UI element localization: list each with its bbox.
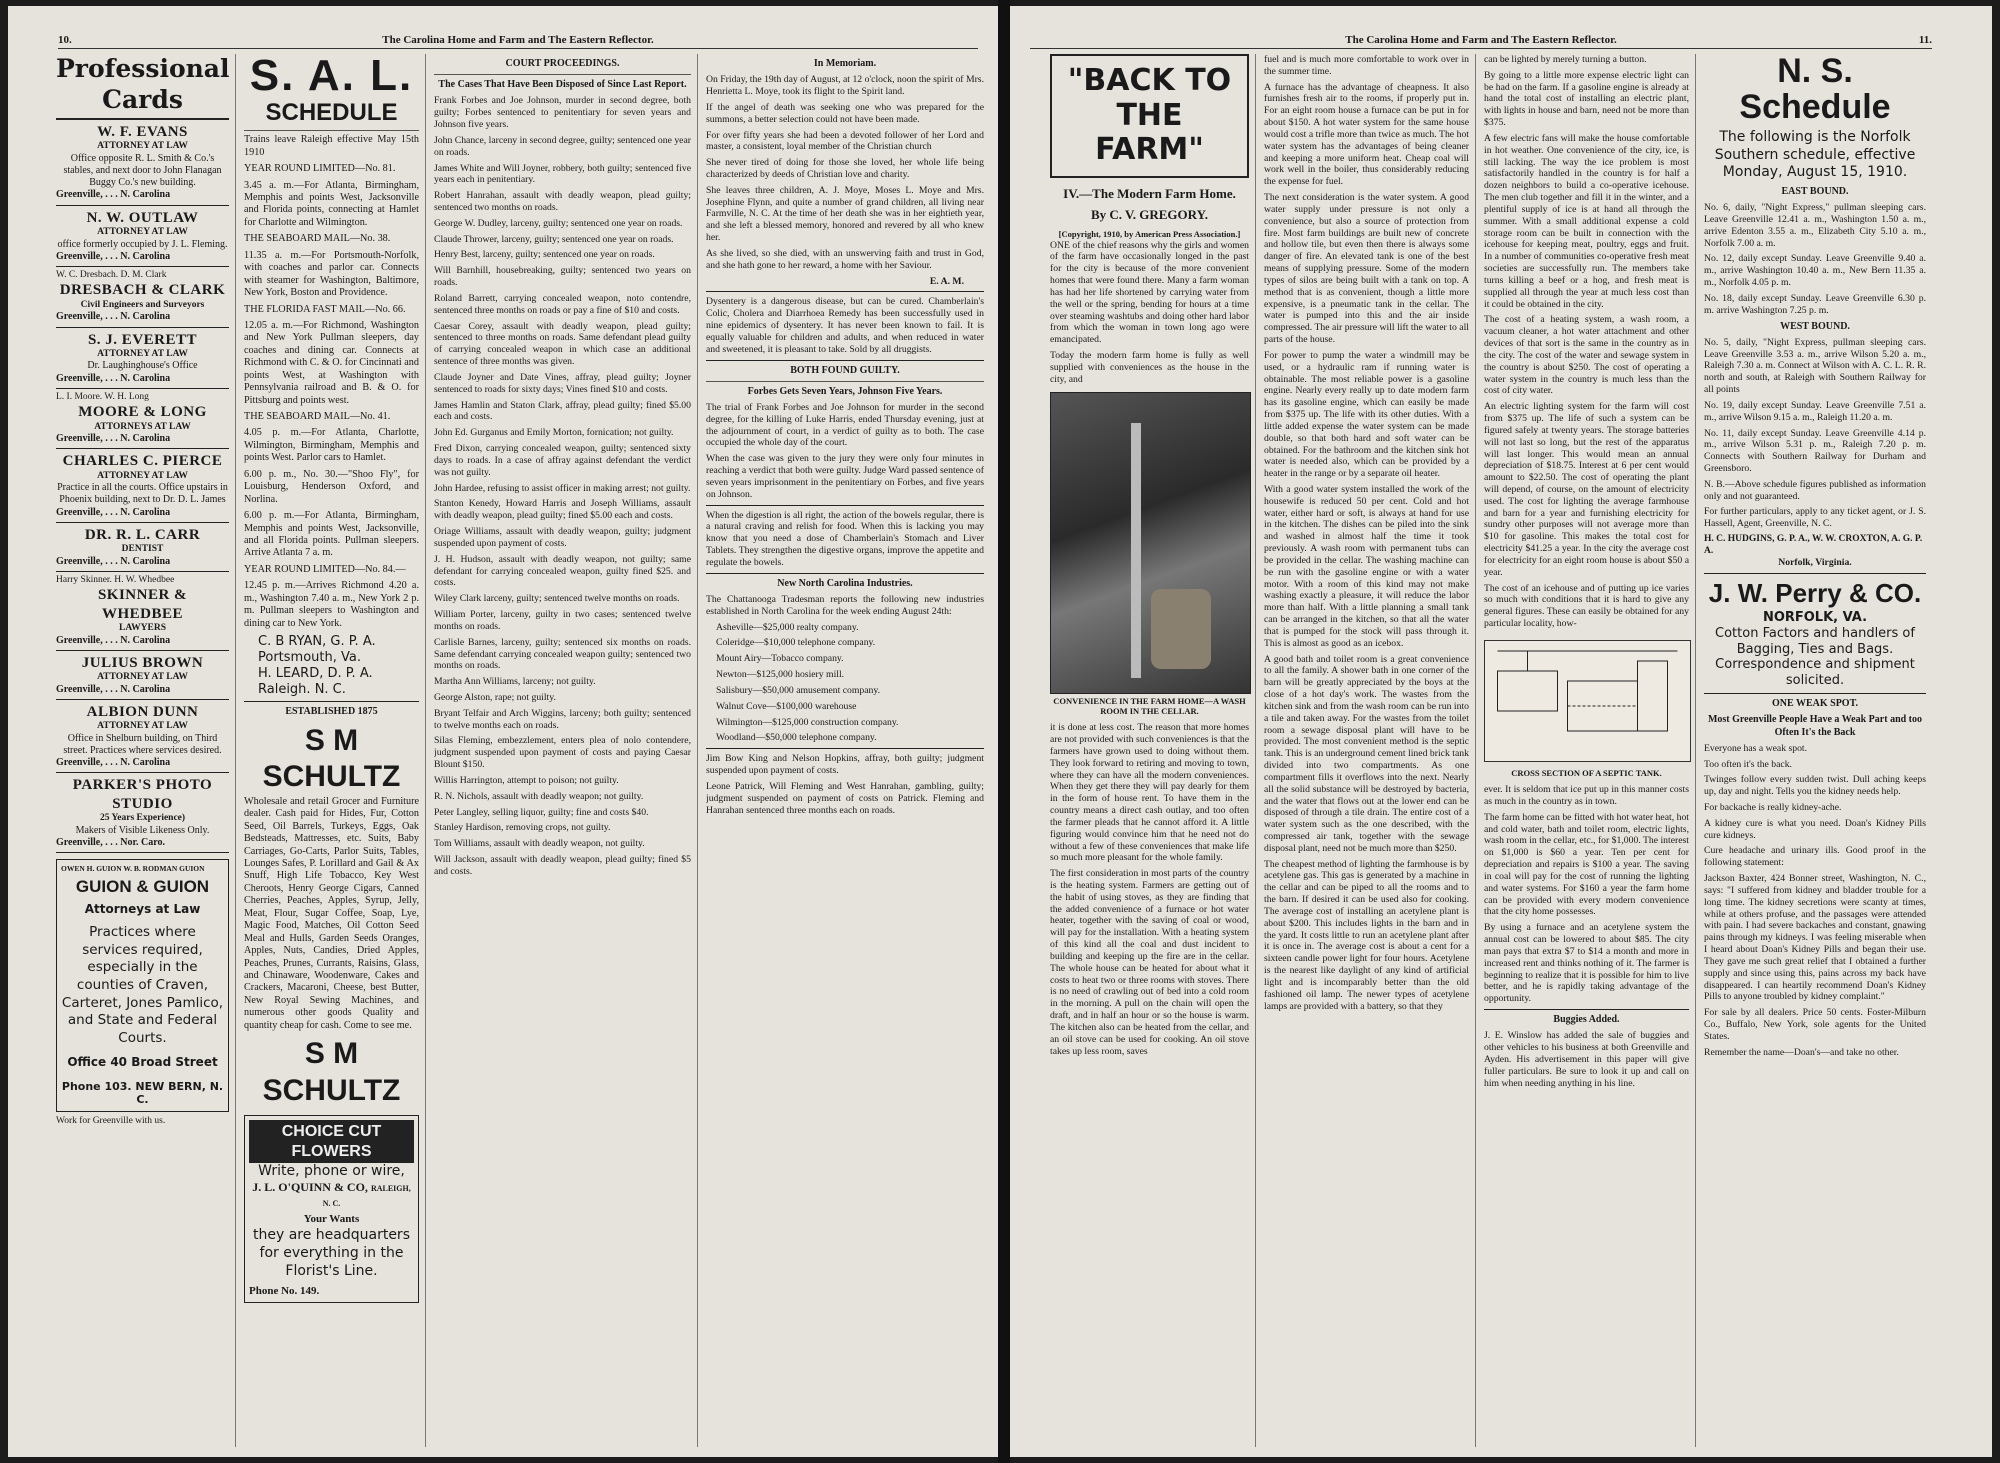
court-paragraphs <box>434 95 691 877</box>
ns-west-entries <box>1704 337 1926 475</box>
feature-paragraph: The cost of a heating system, a wash room, a vacuum cleaner, a hot water attachment and other devices of that sort is the same in the country as in the city. The cost of the water and sewage system in the country is about $250. The cost of operating a water system in the country is much less than the cost of city water. <box>1484 314 1689 397</box>
perry-solicit: Correspondence and shipment solicited. <box>1715 657 1915 689</box>
court-case: Silas Fleming, embezzlement, enters plea of nolo contendere, judgment suspended upon payment of costs and paying Caesar Blount $150. <box>434 735 691 771</box>
ns-west-entry: No. 11, daily except Sunday. Leave Greenville 4.14 p. m., arrive Wilson 5.31 p. m., Raleigh 7.20 p. m. Connects with Southern Railway for Durham and Greensboro. <box>1704 427 1926 474</box>
sal-intro: Trains leave Raleigh effective May 15th 1910 <box>244 134 419 158</box>
professional-cards-title: Professional Cards <box>56 54 229 120</box>
weak-spot-paragraph: Jackson Baxter, 424 Bonner street, Washington, N. C., says: "I suffered from kidney and bladder trouble for a long time. The kidney secretions were scanty at times, while at others profuse, and the passages were attended with pain. I had severe backaches and constant, gnawing pains through my kidneys. I was feeling miserable when I heard about Doan's Kidney Pills and began their use. They gave me such great relief that I obtained a further supply and since using this, pains across my back have disappeared. I can heartily recommend Doan's Kidney Pills to anyone troubled by kidney complaint." <box>1704 873 1926 1003</box>
guion-text: Practices where services required, especially in the counties of Craven, Carteret, Jones Pamlico, and State and Federal Courts. <box>61 924 224 1046</box>
guilty-title: BOTH FOUND GUILTY. <box>790 364 900 376</box>
cards-footer: Work for Greenville with us. <box>56 1115 166 1126</box>
court-case: Stanton Kenedy, Howard Harris and Joseph Williams, assault with deadly weapon, plead guilty; fined $5.00 each and costs. <box>434 498 691 522</box>
page-number: 10. <box>58 34 72 46</box>
card-name: DRESBACH & CLARK <box>59 282 226 299</box>
card-text: Office opposite R. L. Smith & Co.'s stables, and next door to John Flanagan Buggy Co.'s new building. <box>63 152 222 189</box>
feature-paragraph: fuel and is much more comfortable to work over in the summer time. <box>1264 54 1469 77</box>
card-text: Makers of Visible Likeness Only. <box>75 824 210 836</box>
card-partners: W. C. Dresbach. D. M. Clark <box>56 269 167 280</box>
guion-phone: Phone 103. NEW BERN, N. C. <box>61 1079 224 1107</box>
court-column <box>434 54 698 1447</box>
feature-paragraph: The first consideration in most parts of the country is the heating system. Farmers are getting out of the habit of using stoves, as they are finding that the added convenience of a furnace or hot water heater, together with the saving of coal or wood, will pay for the installation. With a heating system of this kind all the coal and dust incident to building and keeping up the fire are in the cellar. The whole house can be heated for about what it costs to heat two or three rooms with stoves. There is no need of crawling out of bed into a cold room in the morning. A pull on the chain will open the draft, and in half an hour or so the house is warm. The kitchen also can be heated from the cellar, and an oil stove can be used for cooking. An oil stove takes up less room, saves <box>1050 868 1249 1057</box>
column-3-paragraphs-b <box>1484 784 1689 1005</box>
card-name: S. J. EVERETT <box>87 331 198 348</box>
professional-card <box>56 267 229 328</box>
memoriam-column <box>706 54 990 1447</box>
page-gutter <box>998 0 1010 1463</box>
buggies-text: J. E. Winslow has added the sale of buggies and other vehicles to his business at both Greenville and Ayden. His advertisement in this paper will give fuller particulars. Be sure to look it up and call on him when needing anything in his line. <box>1484 1030 1689 1089</box>
page-number-right: 11. <box>1918 34 1932 46</box>
ns-further: For further particulars, apply to any ticket agent, or J. S. Hassell, Agent, Greenville, N. C. <box>1704 506 1926 530</box>
memoriam-paragraph: She leaves three children, A. J. Moye, Moses L. Moye and Mrs. Josephine Flynn, and quite a number of grand children, all living near Farmville, N. C. At the time of her death she was in her eightieth year, and she left a blessed memory, honored and revered by all who knew her. <box>706 184 984 244</box>
court-case: Carlisle Barnes, larceny, guilty; sentenced six months on roads. Same defendant carrying concealed weapon guilty; sentenced two months on roads. <box>434 636 691 672</box>
ns-east-entry: No. 18, daily except Sunday. Leave Greenville 6.30 p. m. arrive Washington 7.25 p. m. <box>1704 292 1926 316</box>
sal-agent-line: Raleigh. N. C. <box>258 681 346 697</box>
court-case: James White and Will Joyner, robbery, both guilty; sentenced five years each in penitentiary. <box>434 162 691 186</box>
schultz-text: Wholesale and retail Grocer and Furniture dealer. Cash paid for Hides, Fur, Cotton Seed, Oil Barrels, Turkeys, Eggs, Oak Bedsteads, Mattresses, etc. Suits, Baby Carriages, Go-Carts, Parlor Suits, Tables, Lounges Safes, P. Lorillard and Gail & Ax Snuff, High Life Tobacco, Key West Cheroots, Henry George Cigars, Canned Cherries, Peaches, Apples, Syrup, Jelly, Meat, Flour, Sugar Coffee, Soap, Lye, Magic Food, Matches, Oil Cotton Seed Meal and Hulls, Garden Seeds Oranges, Apples, Nuts, Candies, Dried Apples, Peaches, Prunes, Currants, Raisins, Glass, and Chinaware, Woodenware, Cakes and Crackers, Macaroni, Cheese, best Butter, New Royal Sewing Machines, and numerous other goods Quality and quantity cheap for cash. Come to see me. <box>244 795 419 1031</box>
feature-paragraph: The cheapest method of lighting the farmhouse is by acetylene gas. This gas is generated by a machine in the cellar and can be piped to all the rooms and to the barn. If desired it can be used also for cooking. The average cost of installing an acetylene plant is about $200. This includes lights in the barn and in the yard. It costs little to run an acetylene plant after it is once in. The average cost is about a cent for a sixteen candle power light for four hours. Acetylene is the nearest like daylight of any kind of artificial light and is incomparably better than the old fashioned oil lamp. The newer types of acetylene lamps are provided with a battery, so that they <box>1264 858 1469 1012</box>
industries-list <box>706 622 984 745</box>
card-city: Greenville, . . . N. Carolina <box>56 757 171 769</box>
feature-paragraphs-2 <box>1050 722 1249 1057</box>
guilty-paragraphs <box>706 402 984 501</box>
running-title-right: The Carolina Home and Farm and The Eastern Reflector. <box>1345 34 1617 46</box>
buggies-title: Buggies Added. <box>1553 1014 1620 1026</box>
card-role: ATTORNEY AT LAW <box>97 470 188 481</box>
card-role: DENTIST <box>121 544 164 555</box>
court-case: Tom Williams, assault with deadly weapon, not guilty. <box>434 838 645 850</box>
flowers-line2: Your Wants <box>303 1212 360 1225</box>
industries-title: New North Carolina Industries. <box>777 577 913 589</box>
professional-card <box>56 651 229 700</box>
ns-east-entry: No. 12, daily except Sunday. Leave Greenville 9.40 a. m., arrive Washington 10.40 a. m., New Bern 11.35 a. m., Norfolk 4.05 p. m. <box>1704 253 1926 289</box>
professional-card <box>56 773 229 853</box>
court-case: Robert Hanrahan, assault with deadly weapon, plead guilty; sentenced two months on roads. <box>434 190 691 213</box>
guion-firm: GUION & GUION <box>75 877 210 897</box>
diagram-caption: CROSS SECTION OF A SEPTIC TANK. <box>1511 767 1662 778</box>
flowers-phone: Phone No. 149. <box>249 1284 320 1297</box>
card-role: ATTORNEY AT LAW <box>97 226 188 237</box>
flowers-place: RALEIGH, N. C. <box>322 1184 411 1209</box>
court-case: R. N. Nichols, assault with deadly weapon; not guilty. <box>434 790 644 802</box>
court-case: Will Jackson, assault with deadly weapon, plead guilty; fined $5 and costs. <box>434 854 691 877</box>
court-case: John Chance, larceny in second degree, guilty; sentenced one year on roads. <box>434 134 691 158</box>
court-title: COURT PROCEEDINGS. <box>505 58 620 69</box>
schultz-name: S M SCHULTZ <box>262 723 401 794</box>
court-case: George W. Dudley, larceny, guilty; sentenced one year on roads. <box>434 217 683 229</box>
sal-entry: YEAR ROUND LIMITED—No. 84.— <box>244 563 406 575</box>
dysentery-ad: Dysentery is a dangerous disease, but can be cured. Chamberlain's Colic, Cholera and Diarrhoea Remedy has been successfully used in nine epidemics of dysentery. It has never been known to fail. It is equally valuable for children and adults, and when reduced in water and sweetened, it is pleasant to take. Sold by all druggists. <box>706 296 984 355</box>
card-text: office formerly occupied by J. L. Fleming. <box>57 238 228 250</box>
left-page <box>8 6 998 1457</box>
ns-west-entry: No. 19, daily except Sunday. Leave Greenville 7.51 a. m., arrive Wilson 9.15 a. m., Raleigh 11.20 a. m. <box>1704 399 1926 423</box>
feature-paragraph: By going to a little more expense electric light can be had on the farm. If a gasoline engine is already at hand the total cost of installing an electric plant, with lights in house and barn, need not be more than $375. <box>1484 69 1689 129</box>
court-case: Martha Ann Williams, larceny; not guilty. <box>434 676 596 688</box>
professional-card <box>56 700 229 773</box>
feature-paragraph: The farm home can be fitted with hot water heat, hot and cold water, bath and toilet room, electric lights, wash room in the cellar, etc., for $1,000. The interest on $1,000 is $60 a year. Ten per cent for depreciation and repairs is $100 a year. The saving in coal will pay for the cost of running the lighting and water systems. For $160 a year the farm home can be provided with every modern convenience that the city home possesses. <box>1484 811 1689 918</box>
perry-city: NORFOLK, VA. <box>1762 609 1868 625</box>
card-name: CHARLES C. PIERCE <box>62 453 223 470</box>
professional-card <box>56 328 229 389</box>
card-role: ATTORNEY AT LAW <box>97 348 188 359</box>
industries-intro: The Chattanooga Tradesman reports the following new industries established in North Carolina for the week ending August 24th: <box>706 593 984 617</box>
court-case: Roland Barrett, carrying concealed weapon, noto contendre, sentenced three months on roads or pay a fine of $10 and costs. <box>434 292 691 316</box>
weak-spot-paragraph: Too often it's the back. <box>1704 758 1792 770</box>
guilty-paragraph: The trial of Frank Forbes and Joe Johnson for murder in the second degree, for the killing of Luke Harris, ended Thursday evening, just at the adjournment of court, in a verdict of guilty as to both. The case occupied the whole day of the court. <box>706 401 984 449</box>
farm-column-1 <box>1050 54 1256 1447</box>
court-case: William Porter, larceny, guilty in two cases; sentenced twelve months on roads. <box>434 609 691 632</box>
industry-item: Coleridge—$10,000 telephone company. <box>716 637 876 649</box>
court-case: Jim Bow King and Nelson Hopkins, affray, both guilty; judgment suspended upon payment of costs. <box>706 753 984 777</box>
schultz-name-2: S M SCHULTZ <box>262 1037 401 1107</box>
running-head-right <box>1030 34 1932 49</box>
weak-spot-paragraph: For sale by all dealers. Price 50 cents. Foster-Milburn Co., Buffalo, New York, sole agents for the United States. <box>1704 1007 1926 1042</box>
feature-paragraph: With a good water system installed the work of the housewife is reduced 50 per cent. Cold and hot water, either hard or soft, is always at hand for use in the kitchen. The dishes can be piled into the sink and washed in almost half the time it took previously. A wash room with permanent tubs can be provided in the cellar. The washing machine can be run with the gasoline engine or with a water motor. With a room of this kind may not make washing exactly a pleasure, it will reduce the labor more than half. With a little planning a small tank can be arranged in the kitchen, so that all the water that is pumped for the stock will pass through it. This is almost as good as an icebox. <box>1264 483 1469 649</box>
sal-entry: 12.05 a. m.—For Richmond, Washington and New York Pullman sleepers, day coaches and dining car. Connects at Richmond with C. & O. for Cincinnati and points West, at Washington with Pennsylvania railroad and B. & O. for Pittsburg and points west. <box>244 319 419 406</box>
card-role: ATTORNEY AT LAW <box>97 721 188 732</box>
sal-entry: THE SEABOARD MAIL—No. 38. <box>244 233 391 245</box>
weak-spot-paragraph: Remember the name—Doan's—and take no other. <box>1704 1046 1899 1058</box>
card-name: DR. R. L. CARR <box>84 526 201 543</box>
digestion-ad: When the digestion is all right, the action of the bowels regular, there is a natural craving and relish for food. When this is lacking you may know that you need a dose of Chamberlain's Stomach and Liver Tablets. They strengthen the digestive organs, improve the appetite and regulate the bowels. <box>706 509 984 568</box>
card-name: JULIUS BROWN <box>81 654 204 671</box>
court-case: Claude Thrower, larceny, guilty; sentenced one year on roads. <box>434 233 674 245</box>
professional-card <box>56 120 229 206</box>
column-2-paragraphs <box>1264 54 1469 1012</box>
right-page <box>1010 6 1992 1457</box>
guion-names: OWEN H. GUION W. B. RODMAN GUION <box>61 863 205 873</box>
sal-entry: YEAR ROUND LIMITED—No. 81. <box>244 163 396 175</box>
hopkins-paragraphs <box>706 753 984 816</box>
feature-paragraph: ever. It is seldom that ice put up in this manner costs as much in the country as in town. <box>1484 784 1689 807</box>
memoriam-paragraph: If the angel of death was seeking one who was prepared for the summons, a better selection could not have been made. <box>706 101 984 125</box>
perry-text: Cotton Factors and handlers of Bagging, Ties and Bags. <box>1715 625 1915 657</box>
flowers-line3: they are headquarters for everything in the Florist's Line. <box>252 1227 410 1280</box>
flowers-title: CHOICE CUT FLOWERS <box>249 1120 414 1163</box>
ns-agents: H. C. HUDGINS, G. P. A., W. W. CROXTON, A. G. P. A. <box>1704 534 1923 556</box>
schultz-established: ESTABLISHED 1875 <box>285 706 378 718</box>
farm-column-3 <box>1484 54 1696 1447</box>
feature-copyright: [Copyright, 1910, by American Press Association.] <box>1058 229 1241 240</box>
ns-east-entries <box>1704 202 1926 316</box>
court-case: George Alston, rape; not guilty. <box>434 691 556 703</box>
ns-east-entry: No. 6, daily, "Night Express," pullman sleeping cars. Leave Greenville 12.41 a. m., Washington 1.50 a. m., arrive Edenton 3.55 a. m., Elizabeth City 5.10 a. m., Norfolk 7.00 a. m. <box>1704 202 1926 249</box>
feature-paragraph: ONE of the chief reasons why the girls and women of the farm have occasionally longed in the past for the city is because of the more convenient homes that were found there. Many a farm woman has had her life shortened by carrying water from the well or the spring, bending for hours at a time over steaming washtubs and doing other hard labor from which the woman in town long ago were emancipated. <box>1050 239 1249 346</box>
court-case: Peter Langley, selling liquor, guilty; fine and costs $40. <box>434 806 649 818</box>
sal-agent-line: C. B RYAN, G. P. A. <box>258 634 376 650</box>
feature-subtitle: IV.—The Modern Farm Home. <box>1063 185 1236 201</box>
court-case: Caesar Corey, assault with deadly weapon, plead guilty; sentenced to three months on roads. Same defendant plead guilty of carrying concealed weapon in which case an additional sentence of three months was given. <box>434 320 691 368</box>
feature-title: "BACK TO THE FARM" <box>1050 54 1249 178</box>
card-city: Greenville, . . . N. Carolina <box>56 555 171 567</box>
industry-item: Mount Airy—Tobacco company. <box>716 653 844 665</box>
sal-entry: THE FLORIDA FAST MAIL—No. 66. <box>244 303 406 315</box>
card-city: Greenville, . . . N. Carolina <box>56 189 171 201</box>
ns-west-entry: No. 5, daily, "Night Express, pullman sleeping cars. Leave Greenville 3.53 a. m., arrive Wilson 5.20 a. m., Raleigh 7.30 a. m. Connect at Wilson with A. C. L. R. R. north and south, at Raleigh with Southern Railway for all points <box>1704 336 1926 396</box>
industry-item: Wilmington—$125,000 construction company. <box>716 716 899 728</box>
card-text: Practice in all the courts. Office upstairs in Phoenix building, next to Dr. D. L. James <box>57 482 228 506</box>
flowers-line1: Write, phone or wire, <box>258 1163 405 1180</box>
court-case: John Ed. Gurganus and Emily Morton, fornication; not guilty. <box>434 427 674 439</box>
court-case: Fred Dixon, carrying concealed weapon, guilty; sentenced sixty days to roads. In a case of affray against defendant the verdict was not guilty. <box>434 443 691 478</box>
feature-paragraph: A few electric fans will make the house comfortable in hot weather. One convenience of the city, ice, is still lacking. The way the ice problem is most satisfactorily handled in the country is for half a dozen neighbors to build a co-operative icehouse. The men club together and fill it in the winter, and a plentiful supply of ice is at hand all through the summer. With a small additional expense a cold storage room can be built in connection with the icehouse for keeping meat, poultry, eggs and fruit. In a number of communities co-operative fresh meat societies are successfully run. The members take turns killing a beef or a hog, and fresh meat is supplied all through the year at much less cost than it could be obtained in the city. <box>1484 132 1689 310</box>
feature-byline: By C. V. GREGORY. <box>1090 207 1209 223</box>
court-case: Bryant Telfair and Arch Wiggins, larceny; both guilty; sentenced to twelve months each on roads. <box>434 707 691 731</box>
card-name: SKINNER & WHEDBEE <box>97 587 188 622</box>
weak-spot-paragraph: Twinges follow every sudden twist. Dull aching keeps up, day and night. Tells you the kidney needs help. <box>1704 774 1926 798</box>
sal-subtitle: SCHEDULE <box>265 99 398 126</box>
memoriam-paragraph: She never tired of doing for those she loved, her whole life being characterized by deeds of Christian love and charity. <box>706 157 984 180</box>
court-case: Oriage Williams, assault with deadly weapon, guilty; judgment suspended upon payment of costs. <box>434 526 691 549</box>
ns-city: Norfolk, Virginia. <box>1778 557 1852 569</box>
industry-item: Asheville—$25,000 realty company. <box>716 621 859 633</box>
ns-note: N. B.—Above schedule figures published as information only and not guaranteed. <box>1704 478 1926 502</box>
guion-role: Attorneys at Law <box>84 901 201 916</box>
guilty-subtitle: Forbes Gets Seven Years, Johnson Five Years. <box>747 385 943 397</box>
weak-subtitle: Most Greenville People Have a Weak Part and too Often It's the Back <box>1707 714 1923 738</box>
sal-agents <box>244 634 419 697</box>
memoriam-title: In Memoriam. <box>813 58 877 69</box>
professional-cards-column <box>56 54 236 1447</box>
feature-paragraph: The cost of an icehouse and of putting up ice varies so much with conditions that it is hard to give any general figures. These can easily be obtained for any particular locality, how- <box>1484 582 1689 630</box>
court-case: Will Barnhill, housebreaking, guilty; sentenced two years on roads. <box>434 265 691 289</box>
industry-item: Salisbury—$50,000 amusement company. <box>716 684 881 696</box>
feature-paragraph: Today the modern farm home is fully as well supplied with conveniences as the house in the city, and <box>1050 350 1249 385</box>
court-case: J. H. Hudson, assault with deadly weapon, not guilty; same defendant for carrying concealed weapon, guilty fined $25. and costs. <box>434 553 691 589</box>
card-role: Civil Engineers and Surveyors <box>80 299 205 310</box>
professional-card <box>56 449 229 522</box>
card-name: N. W. OUTLAW <box>86 209 199 226</box>
feature-paragraph: A good bath and toilet room is a great convenience to all the family. A shower bath in one corner of the barn will be greatly appreciated by the boys at the close of a hot day's work. The wastes from the kitchen sink and from the wash room can be run into a tile and taken away. For the wastes from the toilet room a sewage disposal plant will have to be provided. The most convenient method is the septic tank. This is an underground cement lined brick tank divided into two compartments. As one compartment fills it overflows into the next. Nearly all the solid substance will be destroyed by bacteria, and the water that flows out at the lower end can be disposed of through a tile drain. The entire cost of a water system such as the one described, with the compressed air tank, together with the sewage disposal plant, need not be much more than $250. <box>1264 653 1469 854</box>
ns-title: N. S. Schedule <box>1739 54 1891 126</box>
weak-title: ONE WEAK SPOT. <box>1771 698 1859 710</box>
card-city: Greenville, . . . N. Carolina <box>56 634 171 646</box>
professional-card <box>56 206 229 267</box>
sal-entry: 12.45 p. m.—Arrives Richmond 4.20 a. m., Washington 7.40 a. m., New York 2 p. m. Pullman sleepers to Washington and dining car to New York. <box>244 580 419 629</box>
card-city: Greenville, . . . N. Carolina <box>56 250 171 262</box>
court-case: Wiley Clark larceny, guilty; sentenced twelve months on roads. <box>434 593 680 605</box>
sal-entry: 11.35 a. m.—For Portsmouth-Norfolk, with coaches and parlor car. Connects with steamer for Washington, Baltimore, New York, Boston and Providence. <box>244 249 419 299</box>
photo-caption: CONVENIENCE IN THE FARM HOME—A WASH ROOM IN THE CELLAR. <box>1053 695 1246 716</box>
memoriam-signature: E. A. M. <box>929 275 964 287</box>
court-case: Frank Forbes and Joe Johnson, murder in second degree, both guilty; Forbes sentenced to penitentiary for seven years and Johnson five years. <box>434 95 691 131</box>
card-city: Greenville, . . . N. Carolina <box>56 372 171 384</box>
memoriam-paragraph: As she lived, so she died, with an unswerving faith and trust in God, and she hath gone to her reward, a home with her Saviour. <box>706 247 984 271</box>
sal-column <box>244 54 426 1447</box>
column-3-paragraphs <box>1484 54 1689 630</box>
ns-column <box>1704 54 1932 1447</box>
professional-card <box>56 523 229 572</box>
weak-spot-paragraph: Everyone has a weak spot. <box>1704 742 1808 754</box>
cards-list <box>56 120 229 853</box>
card-city: Greenville, . . . N. Carolina <box>56 683 171 695</box>
court-subtitle: The Cases That Have Been Disposed of Since Last Report. <box>438 79 687 91</box>
card-text: Office in Shelburn building, on Third street. Practices where services desired. <box>63 732 222 756</box>
sal-entry: 6.00 p. m.—For Atlanta, Birmingham, Memphis and points West, Jacksonville, and all Florida points. Pullman sleepers. Arrive Atlanta 7 a. m. <box>244 510 419 559</box>
feature-paragraph: it is done at less cost. The reason that more homes are not provided with such conveniences is that the farmers have grown used to doing without them. They look forward to retiring and moving to town, where they can have all the modern conveniences. When they get there they will pay dearly for them in the form of house rent. To have them in the country means a direct cash outlay, and too often the farmer pleads that he cannot afford it. A little figuring would convince him that he need not do without a few of these conveniences that make life so much more pleasant for the whole family. <box>1050 722 1249 864</box>
card-name: MOORE & LONG <box>78 404 207 421</box>
card-city: Greenville, . . . Nor. Caro. <box>56 836 165 848</box>
weak-paragraphs <box>1704 743 1926 1059</box>
card-name: ALBION DUNN <box>86 703 199 720</box>
guion-office: Office 40 Broad Street <box>67 1055 218 1070</box>
weak-spot-paragraph: A kidney cure is what you need. Doan's Kidney Pills cure kidneys. <box>1704 817 1926 841</box>
sal-entries <box>244 163 419 630</box>
card-partners: Harry Skinner. H. W. Whedbee <box>56 574 175 585</box>
card-role: ATTORNEY AT LAW <box>97 141 188 152</box>
guilty-paragraph: When the case was given to the jury they were only four minutes in reaching a verdict that both were guilty. Judge Ward passed sentence of seven years imprisonment in the penitentiary on Forbes, and five years on Johnson. <box>706 453 984 500</box>
card-partners: L. I. Moore. W. H. Long <box>56 391 149 402</box>
feature-paragraph: By using a furnace and an acetylene system the annual cost can be lowered to about $85. The city man pays that extra $7 to $14 a month and more in increased rent and thinks nothing of it. The farmer is beginning to realize that it is possible for him to live better, and he is rapidly taking advantage of the opportunity. <box>1484 922 1689 1005</box>
court-case: Stanley Hardison, removing crops, not guilty. <box>434 822 611 834</box>
sal-agent-line: H. LEARD, D. P. A. <box>258 665 373 681</box>
feature-paragraph: The next consideration is the water system. A good water supply under pressure is not only a convenience, but also a source of protection from fire. Most farm buildings are built new of concrete and hollow tile, but even then there is always some danger of fire. An elevated tank is one of the best means of supplying pressure. Some of the modern types of silos are being built with a tank on top. A method that is as convenient, though a little more expensive, is a pneumatic tank in the cellar. The water is pumped into this and the air inside compressed. The air pressure will lift the water to all parts of the house. <box>1264 192 1469 346</box>
feature-paragraph: For power to pump the water a windmill may be used, or a hydraulic ram if running water is obtainable. The most reliable power is a gasoline engine. Nearly every really up to date modern farm has its gasoline engine, which can easily be made from $375 up. The life with its other duties. With a little added expense the water system can be made double, so that both hard and soft water can be obtained. For the bathroom and the kitchen sink hot water is needed also, which can be provided by a heater in the range or by a separate oil heater. <box>1264 349 1469 480</box>
memoriam-paragraph: For over fifty years she had been a devoted follower of her Lord and master, a consistent, loyal member of the Christian church <box>706 129 984 153</box>
feature-paragraphs <box>1050 240 1249 386</box>
card-city: Greenville, . . . N. Carolina <box>56 433 171 445</box>
sal-entry: 3.45 a. m.—For Atlanta, Birmingham, Memphis and points West, Jacksonville and Florida points, connecting at Hamlet for Charlotte and Wilmington. <box>244 179 419 228</box>
court-case: Henry Best, larceny, guilty; sentenced one year on roads. <box>434 249 655 261</box>
ns-east-head: EAST BOUND. <box>1781 185 1849 197</box>
memoriam-paragraphs <box>706 74 984 271</box>
card-role: LAWYERS <box>119 623 166 634</box>
sal-agent-line: Portsmouth, Va. <box>258 649 361 665</box>
sal-title: S. A. L. <box>249 54 414 100</box>
industry-item: Walnut Cove—$100,000 warehouse <box>716 700 857 712</box>
perry-title: J. W. Perry & CO. <box>1708 578 1922 609</box>
court-case: Leone Patrick, Will Fleming and West Hanrahan, gambling, guilty; judgment suspended on payment of costs on Patrick. Fleming and Hanrahan sentenced three months each on roads. <box>706 780 984 816</box>
running-head-left <box>58 34 978 49</box>
court-case: John Hardee, refusing to assist officer in making arrest; not guilty. <box>434 482 691 494</box>
running-title: The Carolina Home and Farm and The Eastern Reflector. <box>382 34 654 46</box>
feature-paragraph: can be lighted by merely turning a button. <box>1484 54 1647 65</box>
sal-entry: THE SEABOARD MAIL—No. 41. <box>244 411 391 423</box>
ns-intro: The following is the Norfolk Southern schedule, effective Monday, August 15, 1910. <box>1714 129 1916 181</box>
professional-card <box>56 389 229 450</box>
card-name: PARKER'S PHOTO STUDIO <box>72 777 213 812</box>
wash-room-photo <box>1050 392 1251 694</box>
professional-card <box>56 572 229 651</box>
card-role: ATTORNEY AT LAW <box>97 672 188 683</box>
court-case: Claude Joyner and Date Vines, affray, plead guilty; Joyner sentenced to roads for sixty days; Vines fined $10 and costs. <box>434 371 691 395</box>
flowers-firm: J. L. O'QUINN & CO, <box>252 1180 368 1195</box>
industry-item: Woodland—$50,000 telephone company. <box>716 732 877 744</box>
guion-ad <box>56 859 229 1112</box>
feature-paragraph: A furnace has the advantage of cheapness. It also furnishes fresh air to the rooms, if properly put in. For an eight room house a furnace can be put in for about $150. A hot water system for the same house would cost a trifle more than twice as much. The hot water system has the advantages of being cleaner and keeping a more uniform heat. Cheap coal will work well in the boiler, thus considerably reducing the expense for fuel. <box>1264 81 1469 188</box>
court-case: James Hamlin and Staton Clark, affray, plead guilty; fined $5.00 each and costs. <box>434 399 691 423</box>
septic-tank-diagram <box>1484 640 1691 762</box>
farm-column-2 <box>1264 54 1476 1447</box>
card-name: W. F. EVANS <box>97 124 188 140</box>
industry-item: Newton—$125,000 hosiery mill. <box>716 669 845 681</box>
sal-entry: 6.00 p. m., No. 30.—"Shoo Fly", for Louisburg, Henderson Oxford, and Norlina. <box>244 468 419 505</box>
card-text: Dr. Laughinghouse's Office <box>87 360 198 372</box>
sal-entry: 4.05 p. m.—For Atlanta, Charlotte, Wilmington, Birmingham, Memphis and points West. Parlor cars to Hamlet. <box>244 427 419 464</box>
ns-west-head: WEST BOUND. <box>1780 320 1850 332</box>
card-city: Greenville, . . . N. Carolina <box>56 311 171 323</box>
flowers-ad <box>244 1115 419 1303</box>
weak-spot-paragraph: For backache is really kidney-ache. <box>1704 802 1842 813</box>
court-case: Willis Harrington, attempt to poison; not guilty. <box>434 774 619 786</box>
card-role: ATTORNEYS AT LAW <box>94 421 191 432</box>
feature-paragraph: An electric lighting system for the farm will cost from $375 up. The life of such a system can be figured safely at twenty years. The storage batteries will not last so long, but the rest of the apparatus will last longer. This would mean an annual depreciation of $18.75. Interest at 6 per cent would amount to $22.50. The cost of operating the plant will depend, of course, on the amount of electricity used. The cost for lighting the average farmhouse and barn for a year and furnishing electricity for sundry other purposes will not average more than $10 for gasoline. This makes the total cost for electricity $41.25 a year. In the city the average cost for electricity for an eight room house is about $50 a year. <box>1484 401 1689 578</box>
card-city: Greenville, . . . N. Carolina <box>56 506 171 518</box>
memoriam-paragraph: On Friday, the 19th day of August, at 12 o'clock, noon the spirit of Mrs. Henrietta L. Moye, took its flight to the Spirit land. <box>706 74 984 98</box>
card-role: 25 Years Experience) <box>99 812 186 823</box>
weak-spot-paragraph: Cure headache and urinary ills. Good proof in the following statement: <box>1704 845 1926 869</box>
